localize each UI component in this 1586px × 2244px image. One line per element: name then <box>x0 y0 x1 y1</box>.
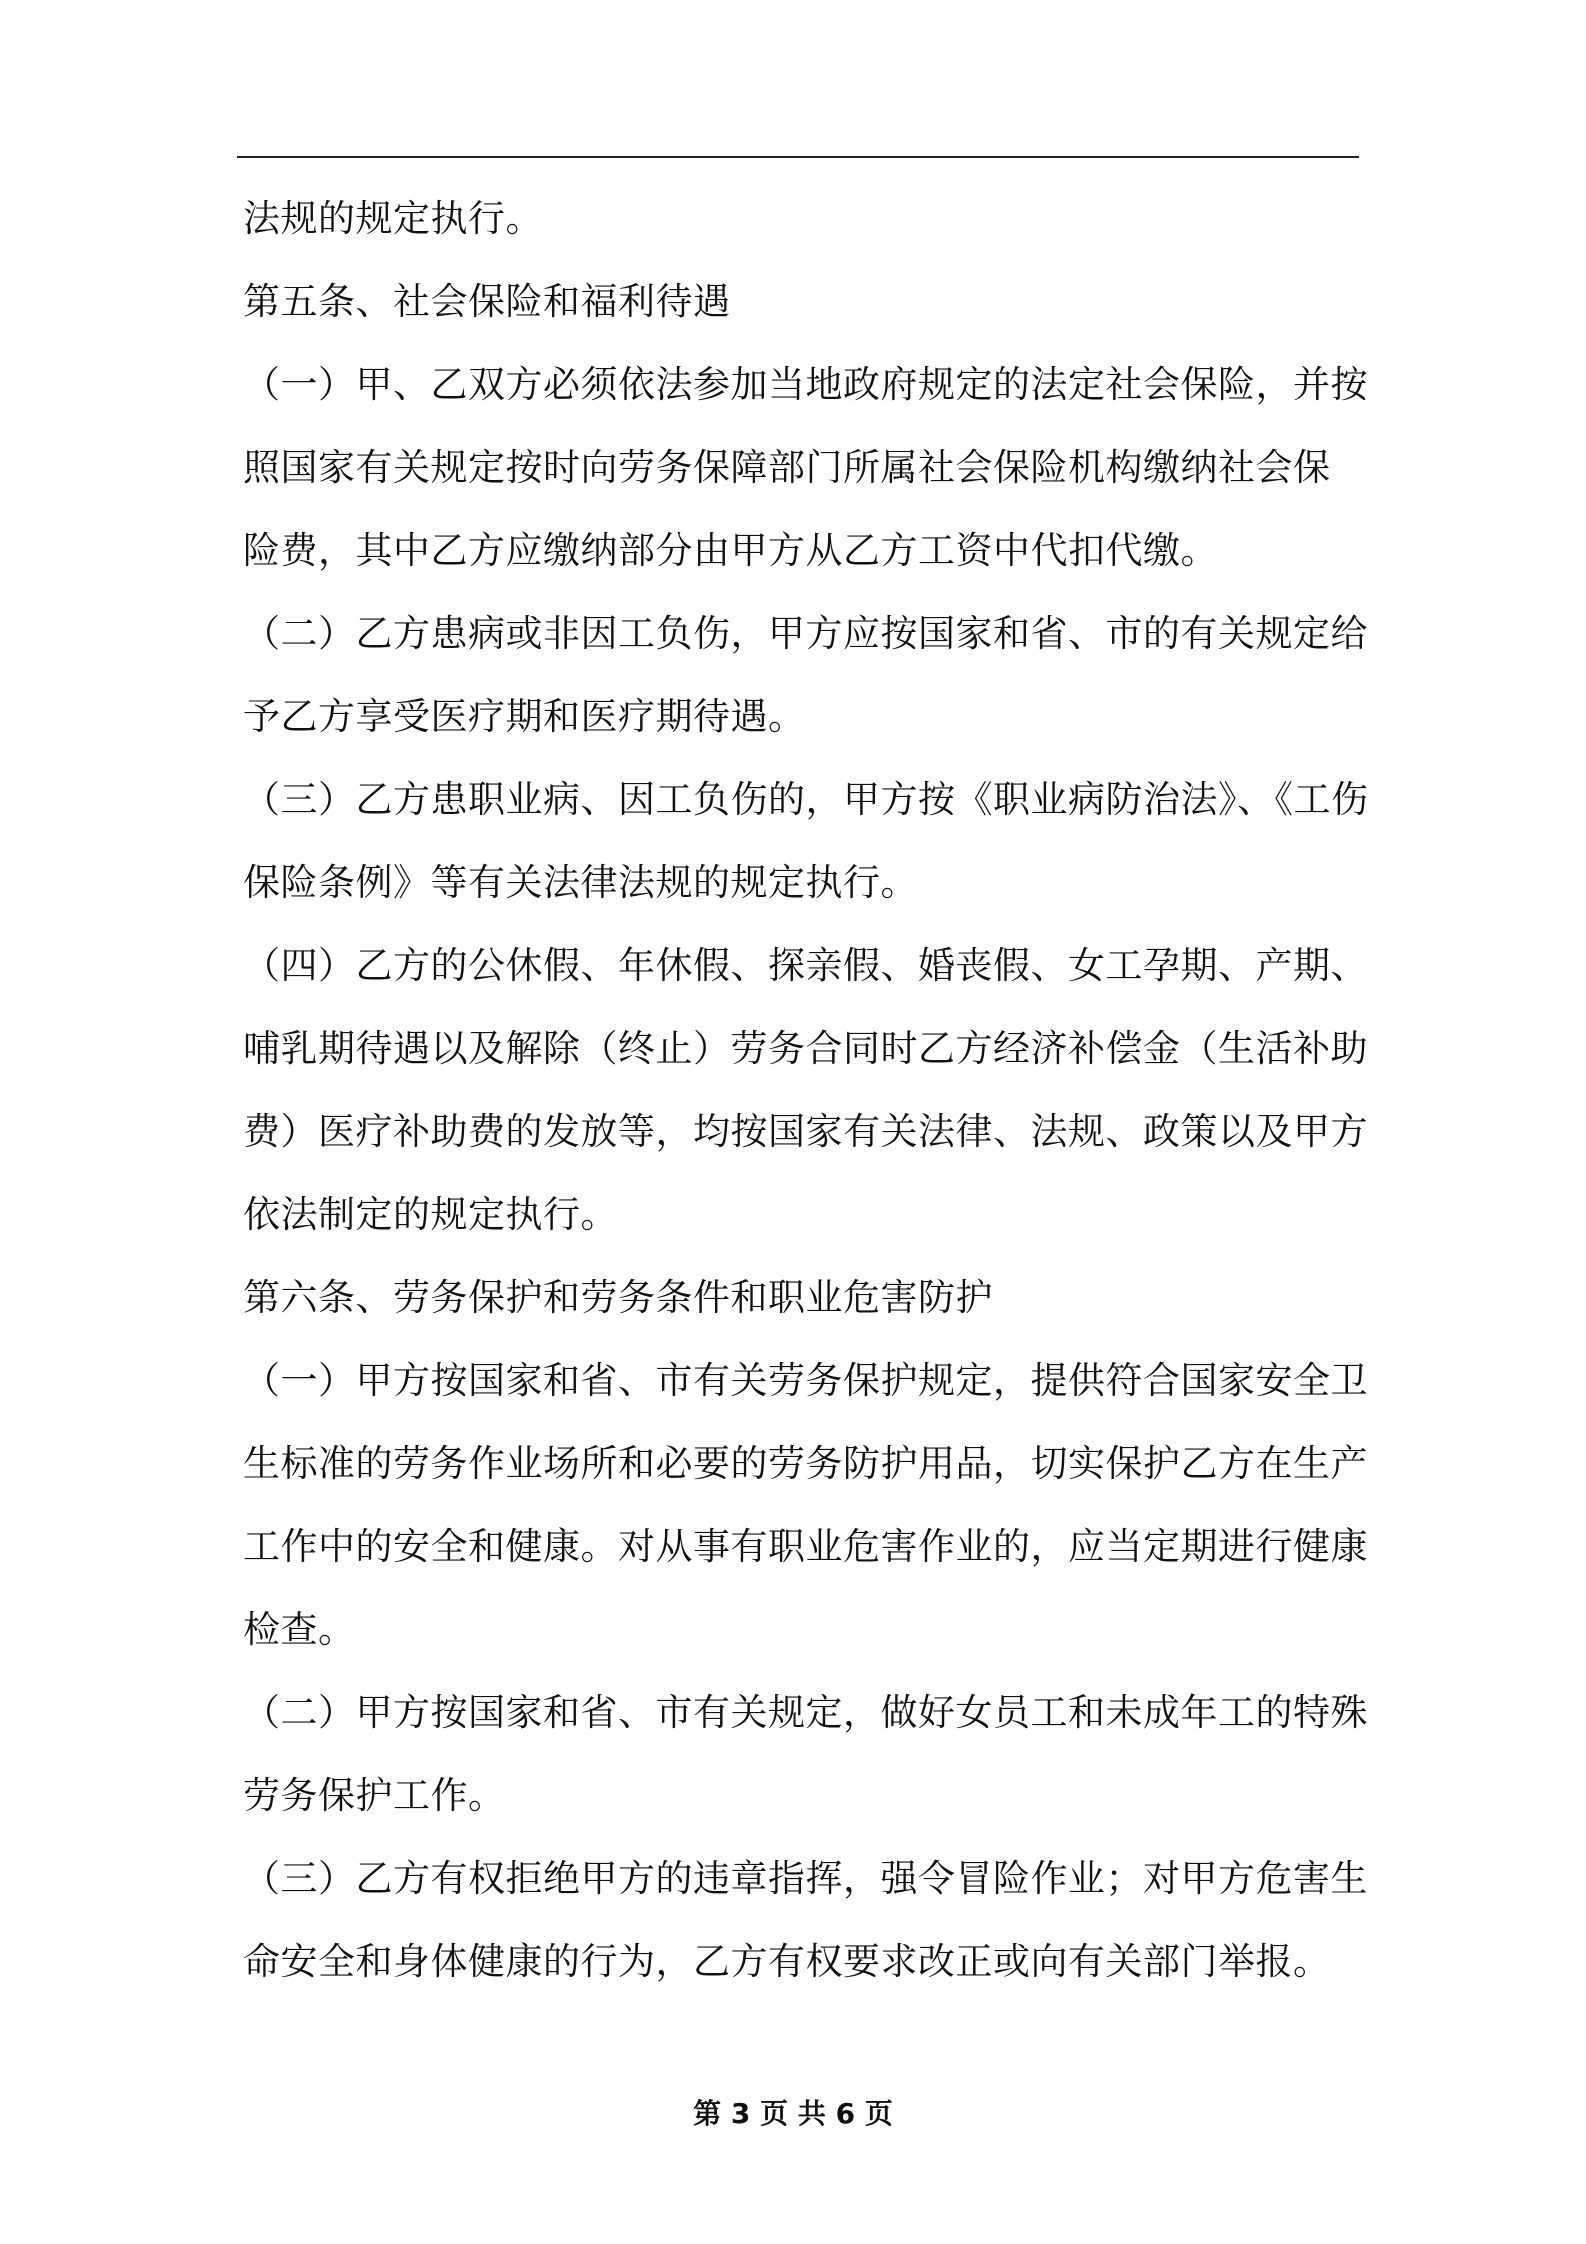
text-line: 予乙方享受医疗期和医疗期待遇。 <box>243 695 806 738</box>
text-line: 检查。 <box>243 1608 356 1651</box>
text-line: 依法制定的规定执行。 <box>243 1193 618 1236</box>
text-line: 哺乳期待遇以及解除（终止）劳务合同时乙方经济补偿金（生活补助 <box>243 1027 1368 1070</box>
text-line: 法规的规定执行。 <box>243 197 543 240</box>
page-number: 第 3 页 共 6 页 <box>693 2097 893 2130</box>
text-line: （二）甲方按国家和省、市有关规定，做好女员工和未成年工的特殊 <box>243 1691 1368 1734</box>
text-line: 命安全和身体健康的行为，乙方有权要求改正或向有关部门举报。 <box>243 1940 1331 1983</box>
text-line: 保险条例》等有关法律法规的规定执行。 <box>243 861 918 904</box>
article-heading: 第六条、劳务保护和劳务条件和职业危害防护 <box>243 1276 993 1319</box>
text-line: （三）乙方患职业病、因工负伤的，甲方按《职业病防治法》、《工伤 <box>243 778 1369 821</box>
text-line: 劳务保护工作。 <box>243 1774 506 1817</box>
text-line: 工作中的安全和健康。对从事有职业危害作业的，应当定期进行健康 <box>243 1525 1368 1568</box>
text-line: （一）甲方按国家和省、市有关劳务保护规定，提供符合国家安全卫 <box>243 1359 1368 1402</box>
header-rule <box>237 156 1359 158</box>
text-line: （四）乙方的公休假、年休假、探亲假、婚丧假、女工孕期、产期、 <box>243 944 1368 987</box>
text-line: 险费，其中乙方应缴纳部分由甲方从乙方工资中代扣代缴。 <box>243 529 1218 572</box>
document-body <box>243 194 1369 1986</box>
text-line: （一）甲、乙双方必须依法参加当地政府规定的法定社会保险，并按 <box>243 363 1368 406</box>
text-line: 生标准的劳务作业场所和必要的劳务防护用品，切实保护乙方在生产 <box>243 1442 1368 1485</box>
text-line: 费）医疗补助费的发放等，均按国家有关法律、法规、政策以及甲方 <box>243 1110 1368 1153</box>
text-line: 照国家有关规定按时向劳务保障部门所属社会保险机构缴纳社会保 <box>243 446 1331 489</box>
article-heading: 第五条、社会保险和福利待遇 <box>243 280 731 323</box>
text-line: （二）乙方患病或非因工负伤，甲方应按国家和省、市的有关规定给 <box>243 612 1368 655</box>
text-line: （三）乙方有权拒绝甲方的违章指挥，强令冒险作业；对甲方危害生 <box>243 1857 1368 1900</box>
